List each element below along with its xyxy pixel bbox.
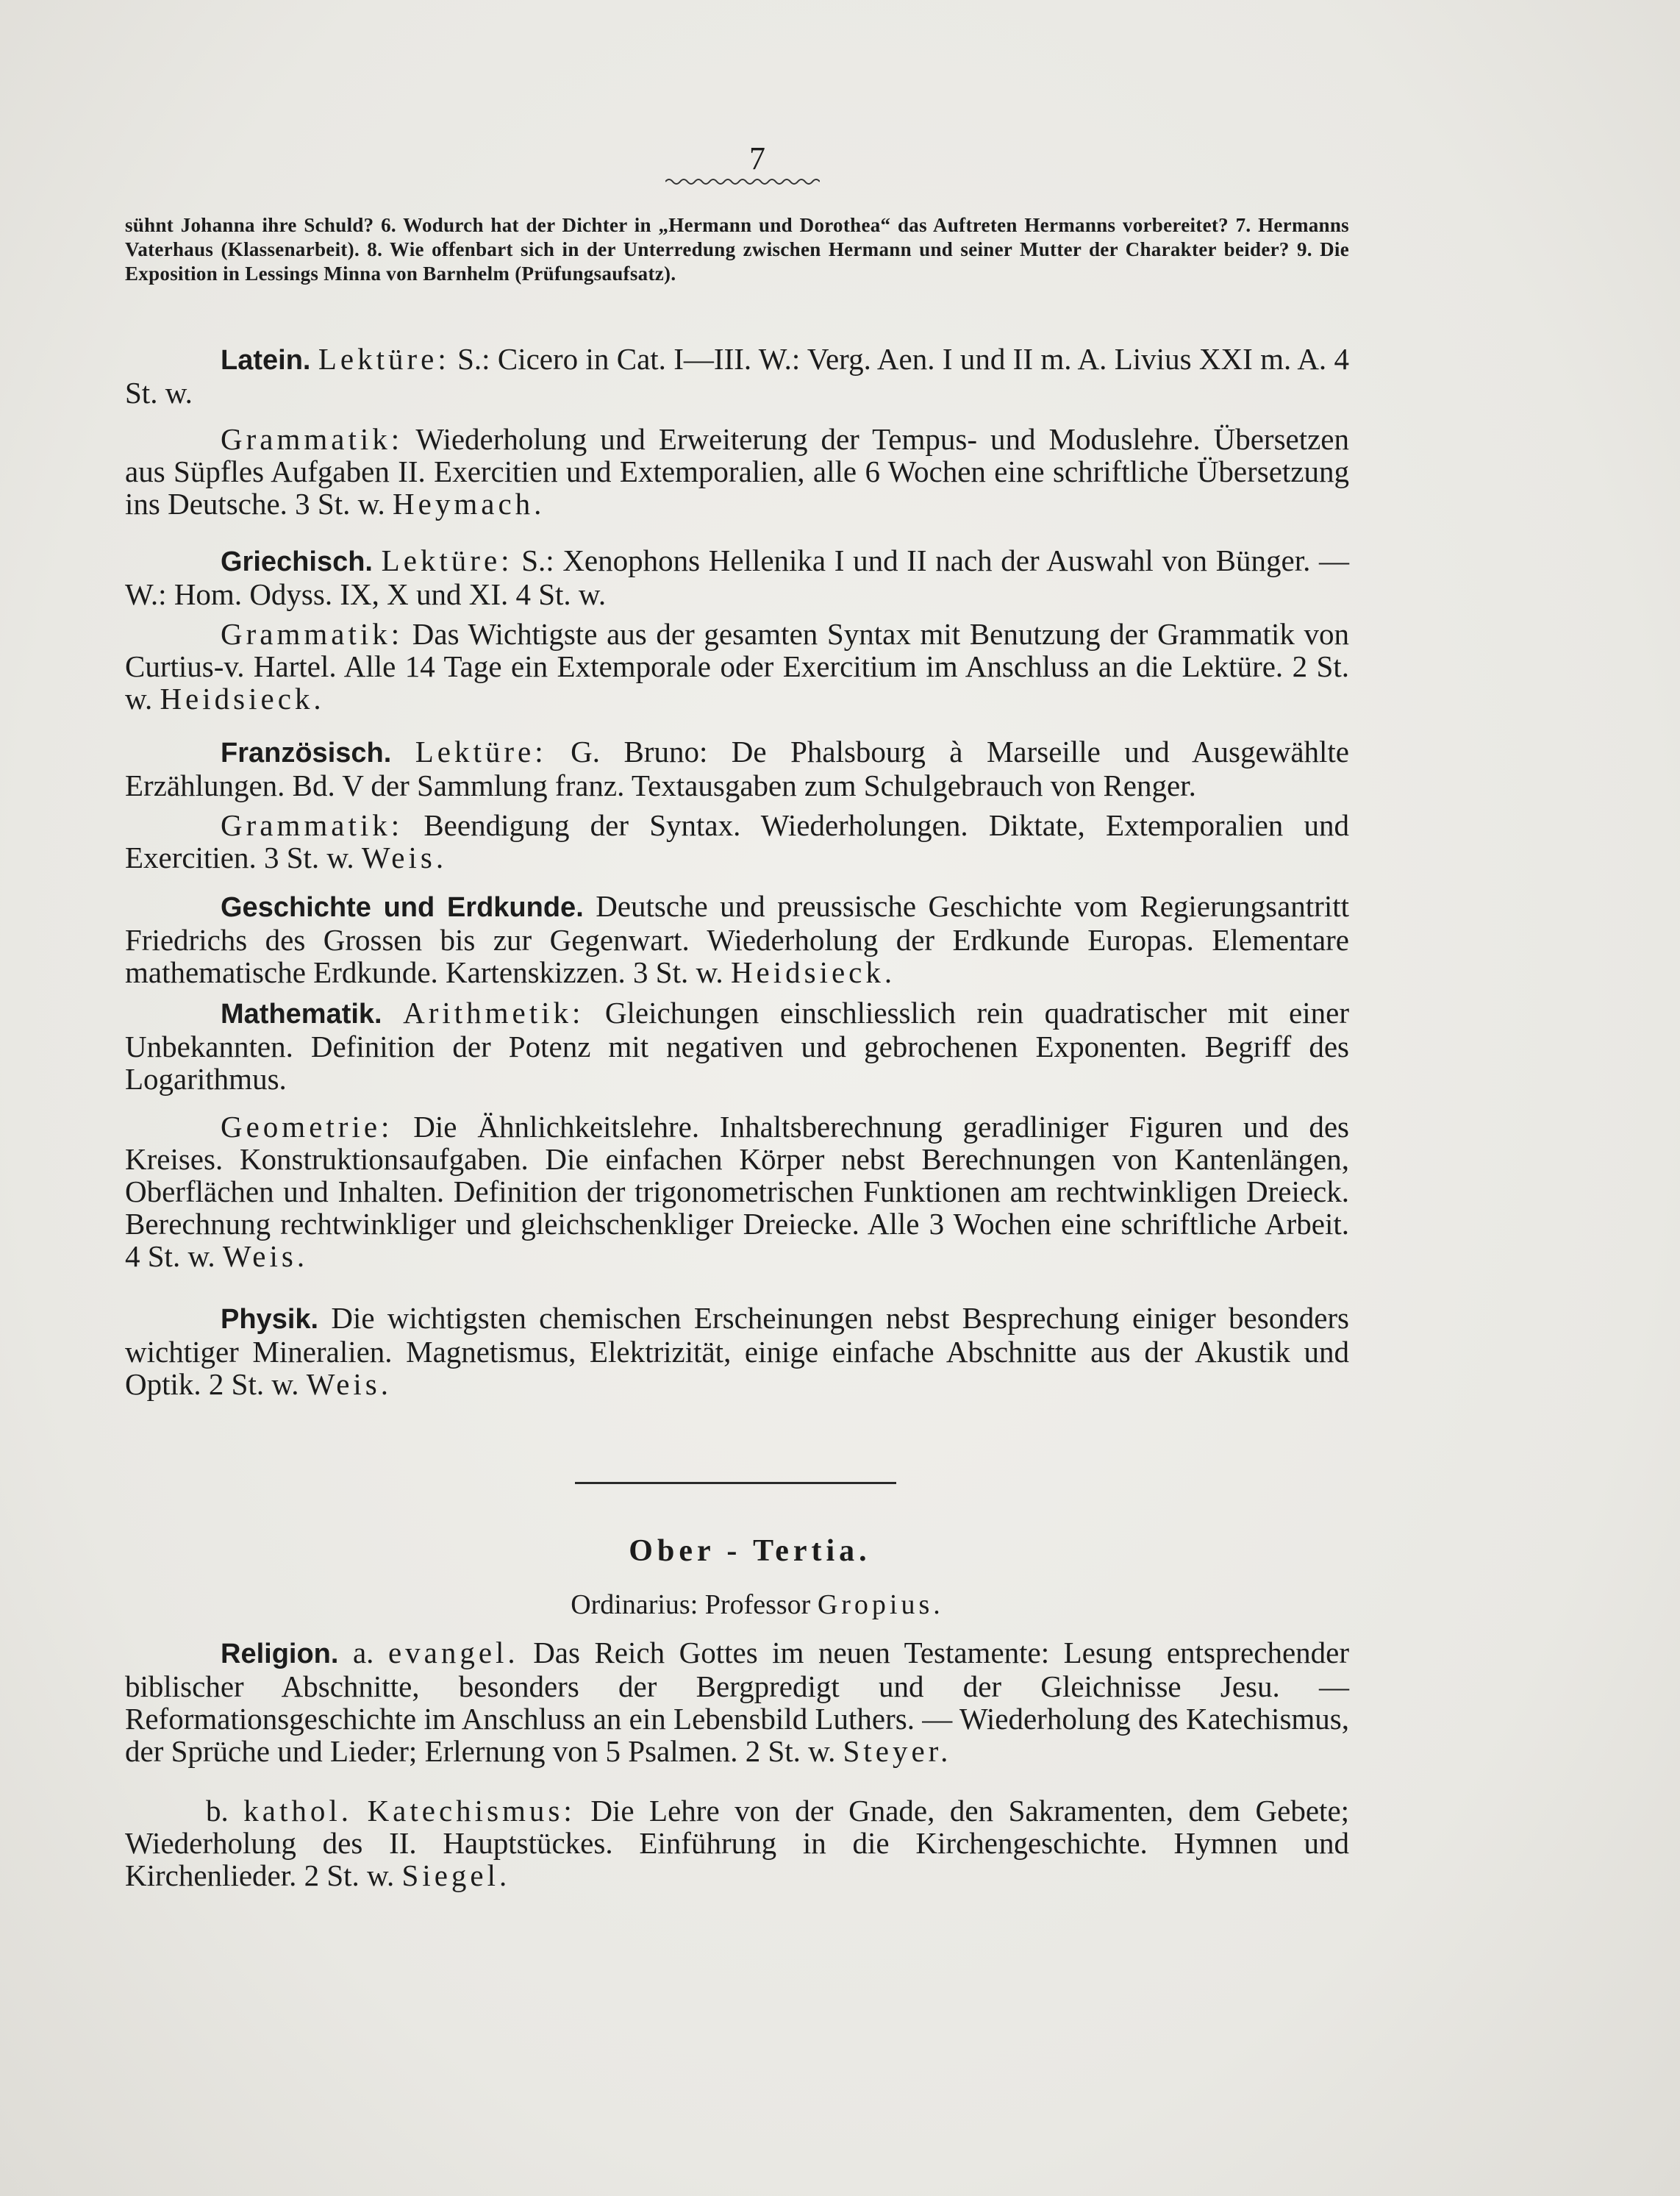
mathematik-teacher: Weis. bbox=[222, 1239, 309, 1273]
religion-evangel bbox=[125, 1636, 1349, 1767]
section-title: Ober - Tertia. bbox=[629, 1534, 871, 1568]
religion-b-conf: kathol. bbox=[243, 1794, 353, 1828]
ordinarius-label: Ordinarius: Professor bbox=[571, 1589, 811, 1620]
religion-b-label: b. bbox=[206, 1794, 229, 1828]
mathematik-arithmetik-label: Arithmetik: bbox=[403, 996, 585, 1030]
religion-kathol bbox=[125, 1794, 1349, 1892]
page-number-ornament bbox=[665, 177, 820, 187]
franzoesisch-lektuere-label: Lektüre: bbox=[415, 735, 547, 769]
franzoesisch-grammatik bbox=[125, 809, 1349, 874]
franzoesisch-grammatik-label: Grammatik: bbox=[221, 808, 404, 842]
griechisch-lektuere bbox=[125, 544, 1349, 610]
religion-b-text: Die Lehre von der Gnade, den Sakramenten, dem Gebete; Wiederholung des II. Hauptstückes. Einführung in die Kirchengeschichte. Hymnen und Kirchenlieder. 2 St. w. bbox=[125, 1794, 1350, 1892]
subject-latein: Latein. bbox=[221, 345, 311, 376]
subject-geschichte: Geschichte und Erdkunde. bbox=[221, 892, 584, 923]
subject-griechisch: Griechisch. bbox=[221, 546, 373, 577]
religion-a-text: Das Reich Gottes im neuen Testamente: Lesung entsprechender biblischer Abschnitte, besonders der Bergpredigt und der Gleichnisse Jesu. — Reformationsgeschichte im Anschluss an ein Lebensbild Luthers. — Wiederholung des Katechismus, der Sprüche und Lieder; Erlernung von 5 Psalmen. 2 St. w. bbox=[125, 1636, 1349, 1768]
latein-lektuere bbox=[125, 343, 1349, 409]
religion-b-sub: Katechismus: bbox=[367, 1794, 576, 1828]
subject-religion: Religion. bbox=[221, 1639, 339, 1669]
mathematik-arithmetik-text: Gleichungen einschliesslich rein quadratischer mit einer Unbekannten. Definition der Potenz mit negativen und gebrochenen Exponenten. Begriff des Logarithmus. bbox=[125, 996, 1349, 1096]
franzoesisch-grammatik-text: Beendigung der Syntax. Wiederholungen. Diktate, Extemporalien und Exercitien. 3 St. w. bbox=[125, 808, 1349, 874]
physik-text: Die wichtigsten chemischen Erscheinungen nebst Besprechung einiger besonders wichtiger Mineralien. Magnetismus, Elektrizität, einige einfache Abschnitte aus der Akustik und Optik. 2 St. w. bbox=[125, 1301, 1350, 1401]
griechisch-grammatik-label: Grammatik: bbox=[221, 617, 404, 651]
religion-b-teacher: Siegel. bbox=[401, 1858, 511, 1892]
physik-paragraph bbox=[125, 1302, 1349, 1400]
griechisch-lektuere-label: Lektüre: bbox=[381, 543, 513, 577]
mathematik-arithmetik bbox=[125, 997, 1349, 1095]
griechisch-teacher: Heidsieck. bbox=[160, 682, 325, 716]
griechisch-lektuere-text: S.: Xenophons Hellenika I und II nach der Auswahl von Bünger. — W.: Hom. Odyss. IX, X und XI. 4 St. w. bbox=[125, 543, 1350, 611]
intro-paragraph: sühnt Johanna ihre Schuld? 6. Wodurch hat der Dichter in „Hermann und Dorothea“ das Auftreten Hermanns vorbereitet? 7. Hermanns Vaterhaus (Klassenarbeit). 8. Wie offenbart sich in der Unterredung zwischen Hermann und seiner Mutter der Charakter beider? 9. Die Exposition in Lessings Minna von Barnhelm (Prüfungsaufsatz). bbox=[125, 214, 1349, 285]
geschichte-text: Deutsche und preussische Geschichte vom Regierungsantritt Friedrichs des Grossen bis zur Gegenwart. Wiederholung der Erdkunde Europas. Elementare mathematische Erdkunde. Kartenskizzen. 3 St. w. bbox=[125, 889, 1350, 989]
religion-a-conf: evangel. bbox=[387, 1636, 519, 1669]
religion-a-label: a. bbox=[352, 1636, 374, 1669]
franzoesisch-teacher: Weis. bbox=[361, 841, 448, 874]
latein-teacher: Heymach. bbox=[393, 487, 546, 521]
page-number: 7 bbox=[749, 140, 765, 177]
geschichte-teacher: Heidsieck. bbox=[730, 955, 896, 989]
latein-lektuere-label: Lektüre: bbox=[318, 342, 450, 376]
latein-lektuere-text: S.: Cicero in Cat. I—III. W.: Verg. Aen. I und II m. A. Livius XXI m. A. 4 St. w. bbox=[125, 342, 1350, 410]
mathematik-geometrie-label: Geometrie: bbox=[221, 1110, 393, 1144]
geschichte-paragraph bbox=[125, 890, 1349, 988]
physik-teacher: Weis. bbox=[306, 1367, 392, 1401]
franzoesisch-lektuere bbox=[125, 735, 1349, 802]
franzoesisch-lektuere-text: G. Bruno: De Phalsbourg à Marseille und Ausgewählte Erzählungen. Bd. V der Sammlung franz. Textausgaben zum Schulgebrauch von Renger. bbox=[125, 735, 1350, 802]
ordinarius-name: Gropius. bbox=[817, 1589, 944, 1620]
religion-a-teacher: Steyer. bbox=[843, 1734, 952, 1768]
section-ordinarius bbox=[0, 1589, 1515, 1621]
section-divider bbox=[575, 1482, 896, 1484]
subject-mathematik: Mathematik. bbox=[221, 999, 382, 1030]
latein-grammatik-label: Grammatik: bbox=[221, 422, 404, 456]
griechisch-grammatik-text: Das Wichtigste aus der gesamten Syntax mit Benutzung der Grammatik von Curtius-v. Hartel. Alle 14 Tage ein Extemporale oder Exercitium im Anschluss an die Lektüre. 2 St. w. bbox=[125, 617, 1350, 716]
subject-physik: Physik. bbox=[221, 1304, 319, 1335]
latein-grammatik-text: Wiederholung und Erweiterung der Tempus- und Moduslehre. Übersetzen aus Süpfles Aufgaben II. Exercitien und Extemporalien, alle 6 Wochen eine schriftliche Übersetzung ins Deutsche. 3 St. w. bbox=[125, 422, 1350, 521]
subject-franzoesisch: Französisch. bbox=[221, 738, 392, 769]
latein-grammatik bbox=[125, 423, 1349, 520]
mathematik-geometrie bbox=[125, 1111, 1349, 1272]
griechisch-grammatik bbox=[125, 618, 1349, 715]
mathematik-geometrie-text: Die Ähnlichkeitslehre. Inhaltsberechnung geradliniger Figuren und des Kreises. Konstruktionsaufgaben. Die einfachen Körper nebst Berechnungen von Kantenlängen, Oberflächen und Inhalten. Definition der trigonometrischen Funktionen am rechtwinkligen Dreieck. Berechnung rechtwinkliger und gleichschenkliger Dreiecke. Alle 3 Wochen eine schriftliche Arbeit. 4 St. w. bbox=[125, 1110, 1349, 1273]
